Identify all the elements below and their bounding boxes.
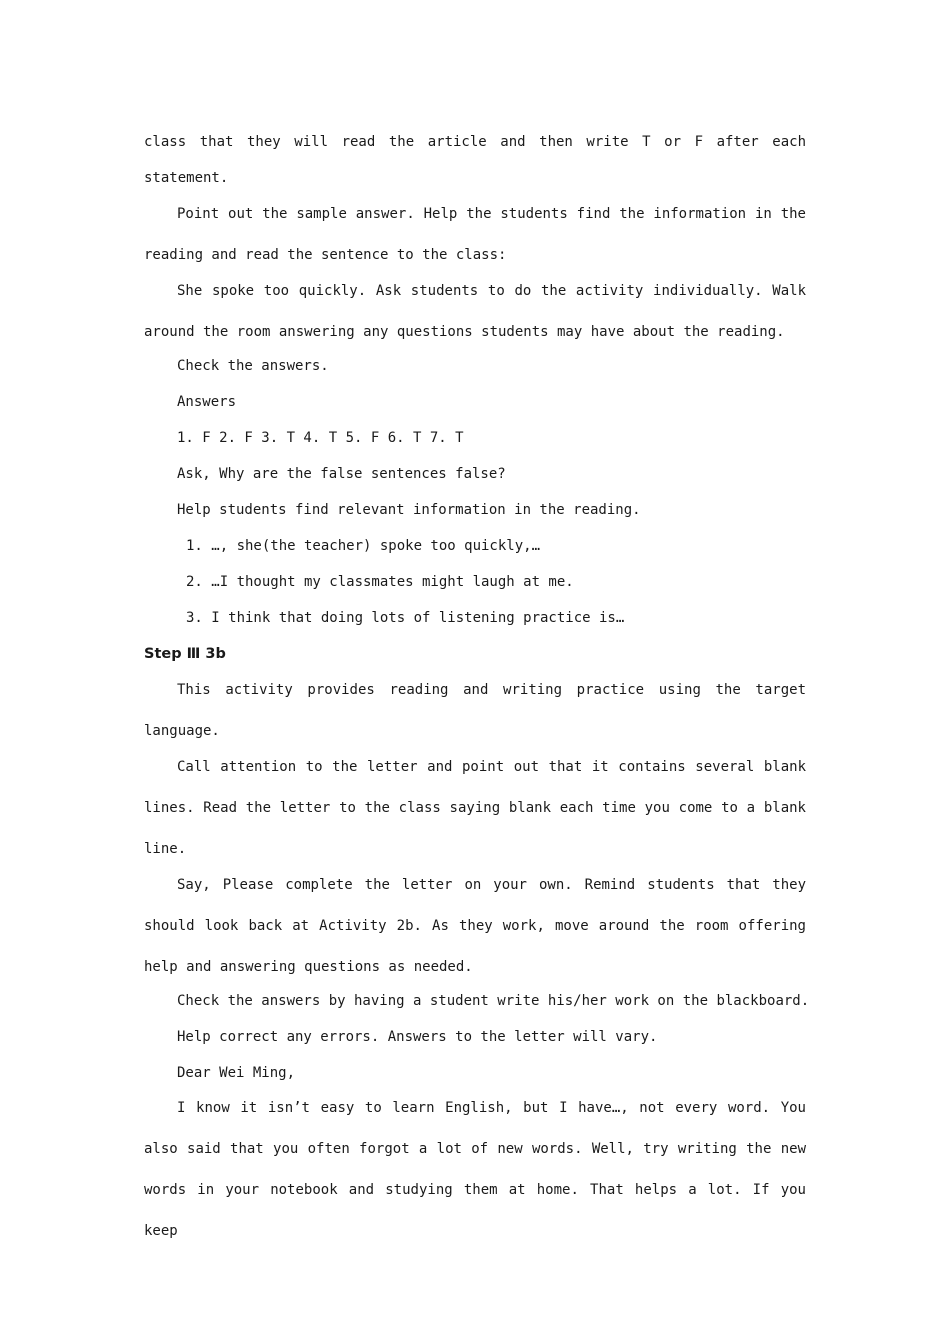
paragraph-9: This activity provides reading and writing practice using the target language. xyxy=(144,682,806,739)
letter-salutation: Dear Wei Ming, xyxy=(177,1065,296,1081)
section-heading: Step Ⅲ 3b xyxy=(144,646,226,662)
letter-body: I know it isn’t easy to learn English, but I have…, not every word. You also said that you often forgot a lot of new words. Well, try writing the new words in your notebook and studying them at home. That helps a lot. If you keep xyxy=(144,1100,806,1239)
list-item-3: 3. I think that doing lots of listening practice is… xyxy=(186,610,625,626)
answers-line: 1. F 2. F 3. T 4. T 5. F 6. T 7. T xyxy=(177,430,464,446)
paragraph-8: Help students find relevant information in the reading. xyxy=(177,502,641,518)
list-item-1: 1. …, she(the teacher) spoke too quickly,… xyxy=(186,538,541,554)
paragraph-12: Check the answers by having a student write his/her work on the blackboard. xyxy=(177,993,810,1009)
paragraph-1-line-1: class that they will read the article and then write T or F after each xyxy=(144,134,806,150)
paragraph-4: Check the answers. xyxy=(177,358,329,374)
paragraph-5: Answers xyxy=(177,394,237,410)
paragraph-3: She spoke too quickly. Ask students to do the activity individually. Walk around the room answering any questions students may have about the reading. xyxy=(144,283,806,340)
paragraph-11: Say, Please complete the letter on your own. Remind students that they should look back at Activity 2b. As they work, move around the room offering help and answering questions as needed. xyxy=(144,877,806,975)
paragraph-10: Call attention to the letter and point out that it contains several blank lines. Read the letter to the class saying blank each time you come to a blank line. xyxy=(144,759,806,857)
paragraph-7: Ask, Why are the false sentences false? xyxy=(177,466,506,482)
paragraph-1-line-2: statement. xyxy=(144,170,229,186)
paragraph-13: Help correct any errors. Answers to the letter will vary. xyxy=(177,1029,658,1045)
list-item-2: 2. …I thought my classmates might laugh at me. xyxy=(186,574,574,590)
paragraph-2: Point out the sample answer. Help the students find the information in the reading and read the sentence to the class: xyxy=(144,206,806,263)
document-page xyxy=(144,122,810,1252)
